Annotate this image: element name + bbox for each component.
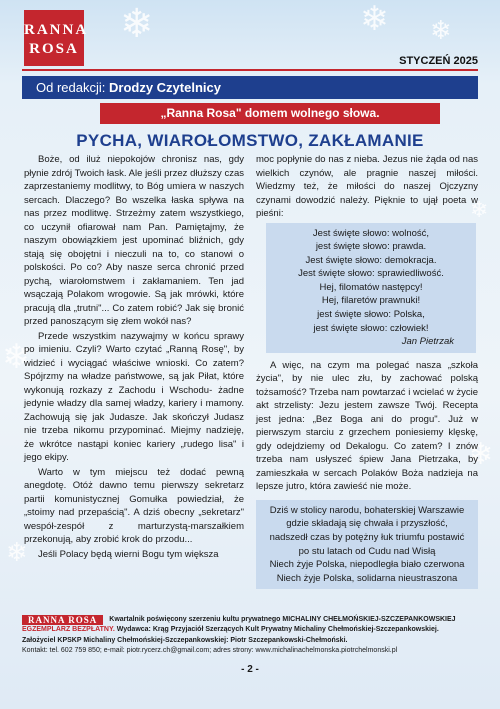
masthead-logo	[24, 10, 89, 66]
footer-publisher: Wydawca: Krąg Przyjaciół Szerzących Kult Prywatny Michaliny Chełmońskiej-Szczepankowskiej.	[116, 626, 439, 634]
poem-line: jest święte słowo: Polska,	[317, 309, 425, 321]
editorial-bar	[22, 76, 478, 99]
article-title: PYCHA, WIAROŁOMSTWO, ZAKŁAMANIE	[76, 131, 424, 150]
editorial-title: Drodzy Czytelnicy	[109, 80, 221, 95]
paragraph: moc popłynie do nas z nieba. Jezus nie żąda od nas wielkich czynów, ale pragnie naszej miłości. Wiedzmy też, że miłości do naszej Ojczyzny czynami dowodzić należy. Pięknie to ujął poeta w pieśni:	[256, 154, 478, 219]
poem-box	[266, 223, 476, 353]
hymn-line: gdzie składają się chwała i przyszłość,	[286, 518, 448, 530]
poem-line: jest święte słowo: prawda.	[315, 241, 427, 253]
hymn-line: nadszedł czas by potężny łuk triumfu postawić	[269, 532, 465, 544]
hymn-line: Niech żyje Polska, niepodległa biało czerwona	[269, 559, 465, 571]
hymn-line: Dziś w stolicy narodu, bohaterskiej Warszawie	[269, 504, 465, 516]
right-column	[256, 153, 478, 589]
footer-founder: Założyciel KPSKP Michaliny Chełmońskiej-Szczepankowskiej: Piotr Szczepankowski-Chełmoński.	[22, 636, 348, 644]
hymn-line: po stu latach od Cudu nad Wisłą	[298, 545, 436, 557]
snowflake-icon: ❄	[360, 0, 389, 39]
hymn-line: Niech żyje Polska, solidarna nieustraszona	[276, 572, 458, 584]
footer-logo: RANNA ROSA	[22, 615, 103, 625]
snowflake-icon: ❄	[430, 16, 452, 46]
poem-line: jest święte słowo: człowiek!	[313, 322, 429, 334]
logo-line-1: RANNA	[24, 22, 89, 38]
logo-line-2: ROSA	[29, 41, 79, 57]
footer-quarterly: Kwartalnik poświęcony szerzeniu kultu prywatnego MICHALINY CHEŁMOŃSKIEJ-SZCZEPANKOWSKIEJ	[109, 616, 456, 623]
footer-free-copy: EGZEMPLARZ BEZPŁATNY.	[22, 626, 115, 634]
header-divider	[22, 69, 478, 71]
snowflake-icon: ❄	[6, 538, 28, 568]
left-column	[24, 153, 244, 561]
issue-date: STYCZEŃ 2025	[399, 55, 478, 67]
snowflake-icon: ❄	[2, 337, 31, 377]
colophon	[22, 615, 478, 656]
snowflake-icon: ❄	[120, 1, 154, 47]
poem-line: Hej, filaretów prawnuki!	[321, 295, 421, 307]
paragraph: Jeśli Polacy będą wierni Bogu tym większa	[38, 548, 219, 560]
snowflake-icon: ❄	[470, 198, 489, 223]
paragraph: Boże, od iluż niepokojów chronisz nas, gdy płynie zdrój Twoich łask. Ale jeśli przez dłuższy czas zaprzestaniemy modlitwy, to Bóg umiera w naszych sercach. Dlaczego? Bo wszelka łaska spływa na nas przez modlitwę. Strzeżmy zatem wszystkiego, co uczynił ofiarował nam Pan. Pamiętajmy, że naszym obowiązkiem jest upominać bliźnich, gdy stają się obojętni i nieczuli na to, co stanowi o polskości. Po co? Aby nasze serca chronić przed pychą, wiarołomstwem i zakłamaniem. Ten jad wsączają Polakom wrogowie. Są jak mrówki, które pracują dla „trutni"... Co zatem robić? Jak się bronić przed panoszącym się złem wokół nas?	[24, 154, 244, 327]
paragraph: A więc, na czym ma polegać nasza „szkoła życia", by nie ulec złu, by zachować polską tożsamość? Trzeba nam powtarzać i wcielać w życie akt strzelisty: Jezu jestem zawsze Twój. Recepta jest jedna: „Bez Boga ani do progu". Już w pierwszym starciu z grzechem poniesiemy klęskę, gdy odejdziemy od Dekalogu. Co zatem? I znów trzeba nam usłyszeć śpiew Jana Pietrzaka, by zamieszkała w sercach Polaków Boża nadzieja na lepsze jutro, która zawieść nie może.	[256, 359, 478, 493]
hymn-box	[256, 500, 478, 590]
poem-line: Jest święte słowo: wolność,	[312, 227, 430, 239]
paragraph: Warto w tym miejscu też dodać pewną anegdotę. Otóż dawno temu pierwszy sekretarz partii komunistycznej Gomułka powiedział, że „stoimy nad przepaścią". A dziś obecny „sekretarz" wespół-zespół z marturzystą-marszałkiem przekonują, aby zrobić krok do przodu...	[24, 466, 244, 545]
snowflake-icon: ❄	[468, 437, 494, 472]
poem-line: Hej, filomatów następcy!	[319, 281, 423, 293]
poem-author: Jan Pietrzak	[401, 336, 454, 348]
footer-contact: Kontakt: tel. 602 759 850; e-mail: piotr.rycerz.ch@gmail.com; adres strony: www.michalinachelmonska.piotrchelmonski.pl	[22, 646, 398, 654]
page-number: - 2 -	[241, 664, 259, 675]
editorial-prefix: Od redakcji:	[36, 80, 106, 95]
paragraph: Przede wszystkim nazywajmy w końcu sprawy po imieniu. Czyli? Warto czytać „Ranną Rosę", by widzieć i wyciągać właściwe wnioski. Co zatem? Spójrzmy na władze państwowe, są jak Piłat, które wykonują rozkazy z Zachodu i Wschodu- żadne jedynie władzy dla samej władzy, kariery i mamony. Zachowują się jak Judasze. Jak skończył Judasz nie trzeba nikomu przypominać. Miejmy nadzieję, że wkrótce nastąpi koniec kariery „rudego lisa" i jego ekipy.	[24, 330, 244, 463]
poem-line: Jest święte słowo: demokracja.	[305, 254, 437, 266]
motto-banner: „Ranna Rosa" domem wolnego słowa.	[100, 103, 440, 124]
poem-line: Jest święte słowo: sprawiedliwość.	[298, 268, 444, 280]
